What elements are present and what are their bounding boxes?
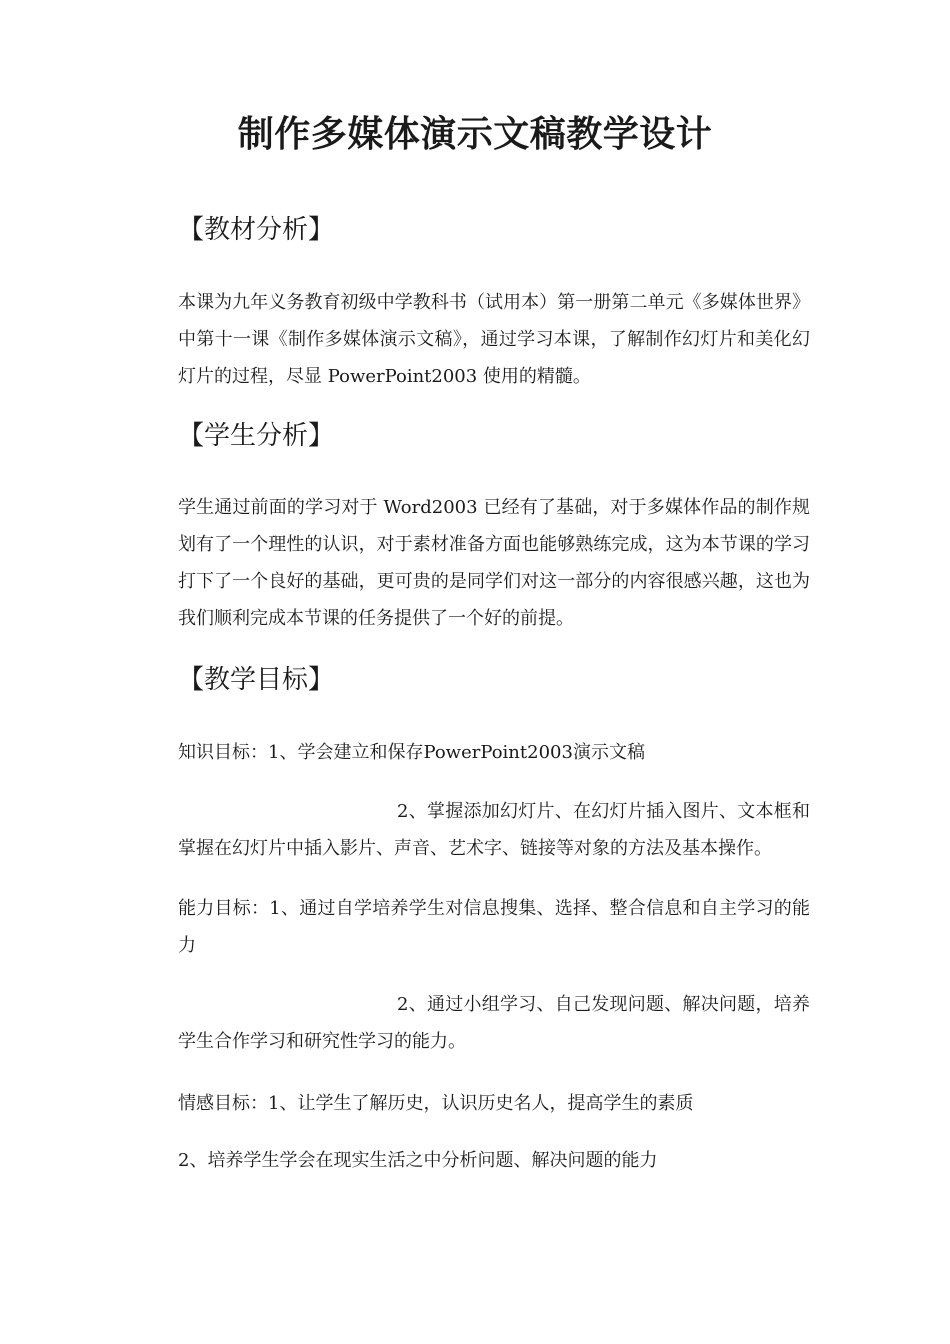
ability-goal-1: 能力目标：1、通过自学培养学生对信息搜集、选择、整合信息和自主学习的能力	[178, 898, 810, 956]
student-analysis-text: 学生通过前面的学习对于 Word2003 已经有了基础，对于多媒体作品的制作规划有了一个理性的认识，对于素材准备方面也能够熟练完成，这为本节课的学习打下了一个良好的基础，更可贵的是同学们对这一部分的内容很感兴趣，这也为我们顺利完成本节课的任务提供了一个好的前提。	[178, 497, 810, 629]
material-analysis-text: 本课为九年义务教育初级中学教科书（试用本）第一册第二单元《多媒体世界》中第十一课《制作多媒体演示文稿》，通过学习本课，了解制作幻灯片和美化幻灯片的过程，尽显 PowerPoint2003 使用的精髓。	[178, 292, 810, 387]
section-heading-material: 【教材分析】	[178, 215, 335, 245]
emotion-goal-2: 2、培养学生学会在现实生活之中分析问题、解决问题的能力	[178, 1150, 658, 1171]
knowledge-goal-2: 2、掌握添加幻灯片、在幻灯片插入图片、文本框和掌握在幻灯片中插入影片、声音、艺术字、链接等对象的方法及基本操作。	[178, 801, 810, 859]
knowledge-goal-1: 知识目标：1、学会建立和保存PowerPoint2003演示文稿	[178, 742, 645, 763]
ability-goal-2: 2、通过小组学习、自己发现问题、解决问题，培养学生合作学习和研究性学习的能力。	[178, 994, 810, 1052]
emotion-goal-1: 情感目标：1、让学生了解历史，认识历史名人，提高学生的素质	[178, 1093, 694, 1114]
section-heading-students: 【学生分析】	[178, 421, 335, 451]
section-heading-goals: 【教学目标】	[178, 665, 335, 695]
document-title: 制作多媒体演示文稿教学设计	[237, 114, 713, 155]
